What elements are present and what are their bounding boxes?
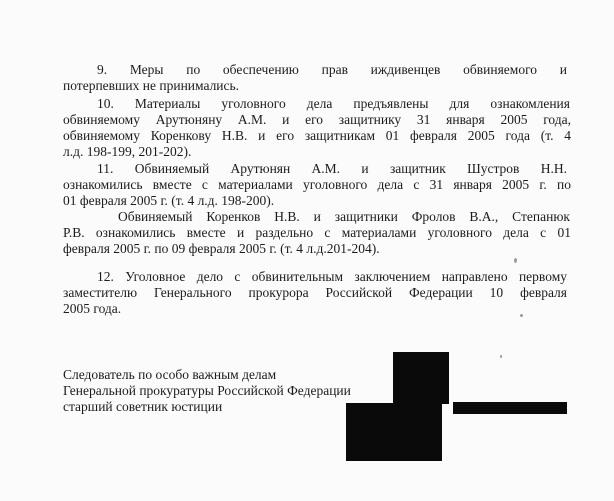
scan-speck: [500, 355, 502, 358]
paragraph-11-line-4: Обвиняемый Коренков Н.В. и защитники Фролов В.А., Степанюк: [118, 209, 570, 224]
redaction-block-seal: [346, 403, 442, 461]
redaction-block-signature: [393, 352, 449, 404]
paragraph-11-line-5: Р.В. ознакомились вместе и раздельно с материалами уголовного дела с 01: [63, 225, 571, 240]
paragraph-12-line-2: заместителю Генерального прокурора Российской Федерации 10 февраля: [63, 285, 567, 300]
scan-speck: [520, 314, 523, 317]
paragraph-11-line-6: февраля 2005 г. по 09 февраля 2005 г. (т. 4 л.д.201-204).: [63, 241, 380, 256]
paragraph-9-line-2: потерпевших не принимались.: [63, 78, 240, 93]
scan-speck: [514, 258, 517, 263]
paragraph-11-line-2: ознакомились вместе с материалами уголовного дела с 31 января 2005 г. по: [63, 177, 571, 192]
paragraph-10-line-2: обвиняемому Арутюняну А.М. и его защитнику 31 января 2005 года,: [63, 112, 571, 127]
paragraph-11-line-3: 01 февраля 2005 г. (т. 4 л.д. 198-200).: [63, 193, 275, 208]
signature-title-line-2: Генеральной прокуратуры Российской Федерации: [63, 383, 351, 398]
redaction-block-name: [453, 402, 567, 414]
signature-title-line-1: Следователь по особо важным делам: [63, 367, 277, 382]
paragraph-12-line-1: 12. Уголовное дело с обвинительным заключением направлено первому: [97, 269, 567, 284]
paragraph-10-line-3: обвиняемому Коренкову Н.В. и его защитникам 01 февраля 2005 года (т. 4: [63, 128, 571, 143]
paragraph-11-line-1: 11. Обвиняемый Арутюнян А.М. и защитник Шустров Н.Н.: [97, 161, 567, 176]
paragraph-10-line-1: 10. Материалы уголовного дела предъявлены для ознакомления: [97, 96, 570, 111]
paragraph-10-line-4: л.д. 198-199, 201-202).: [63, 144, 192, 159]
signature-title-line-3: старший советник юстиции: [63, 399, 223, 414]
paragraph-9-line-1: 9. Меры по обеспечению прав иждивенцев обвиняемого и: [97, 62, 567, 77]
paragraph-12-line-3: 2005 года.: [63, 301, 122, 316]
